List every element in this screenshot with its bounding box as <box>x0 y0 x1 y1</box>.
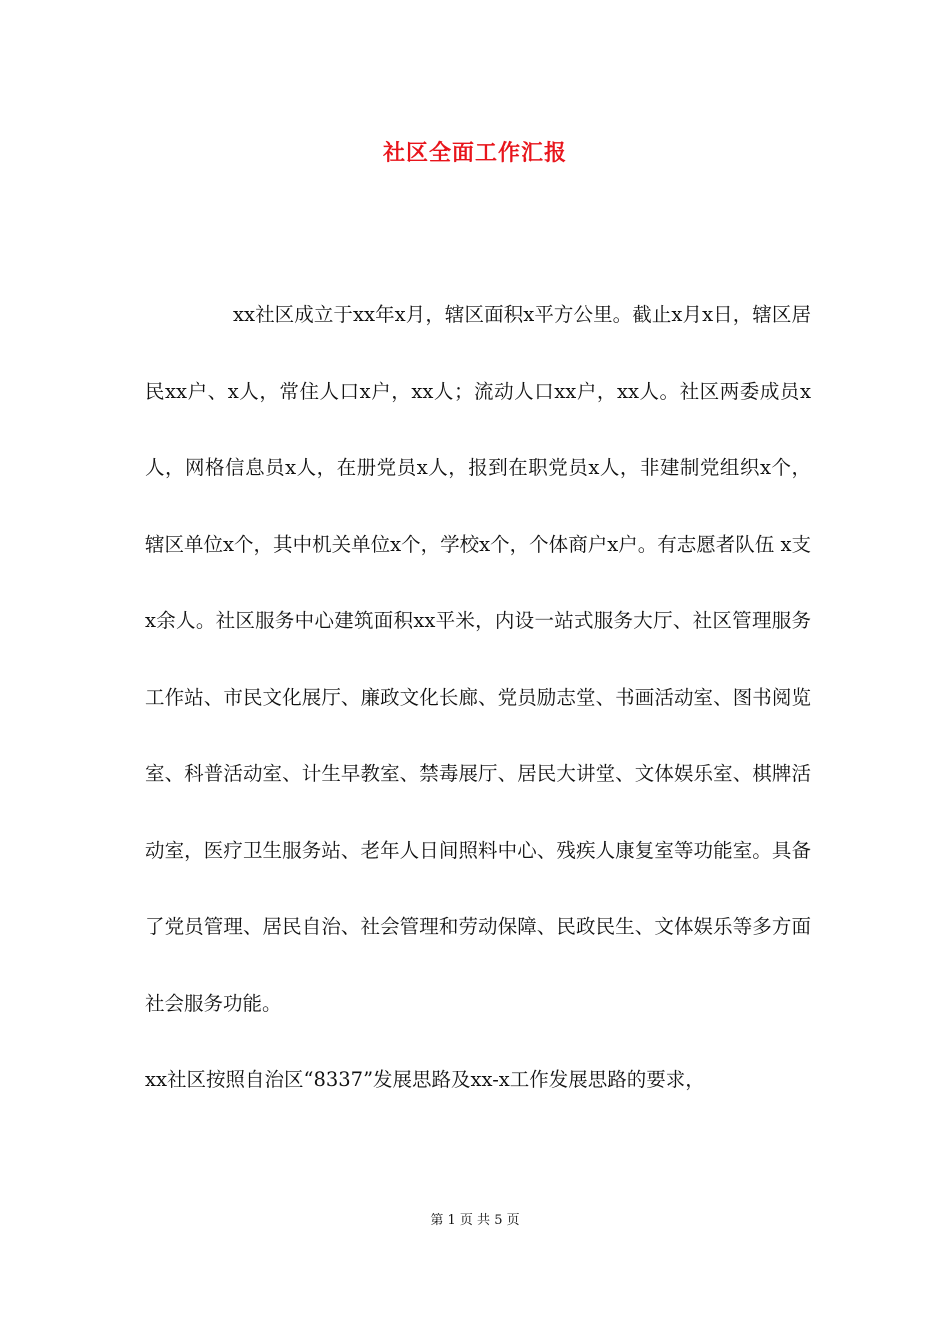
document-body <box>145 277 811 1119</box>
page-footer: 第 1 页 共 5 页 <box>430 1213 520 1228</box>
paragraph-development-intro: xx社区按照自治区“8337”发展思路及xx-x工作发展思路的要求， <box>145 1068 705 1091</box>
paragraph-community-overview: xx社区成立于xx年x月，辖区面积x平方公里。截止x月x日，辖区居民xx户、x人，常住人口x户，xx人；流动人口xx户，xx人。社区两委成员x人，网格信息员x人，在册党员x人，报到在职党员x人，非建制党组织x个，辖区单位x个，其中机关单位x个，学校x个，个体商户x户。有志愿者队伍 x支x余人。社区服务中心建筑面积xx平米，内设一站式服务大厅、社区管理服务工作站、市民文化展厅、廉政文化长廊、党员励志堂、书画活动室、图书阅览室、科普活动室、计生早教室、禁毒展厅、居民大讲堂、文体娱乐室、棋牌活动室，医疗卫生服务站、老年人日间照料中心、残疾人康复室等功能室。具备了党员管理、居民自治、社会管理和劳动保障、民政民生、文体娱乐等多方面社会服务功能。 <box>145 303 811 1015</box>
document-title: 社区全面工作汇报 <box>382 140 567 166</box>
